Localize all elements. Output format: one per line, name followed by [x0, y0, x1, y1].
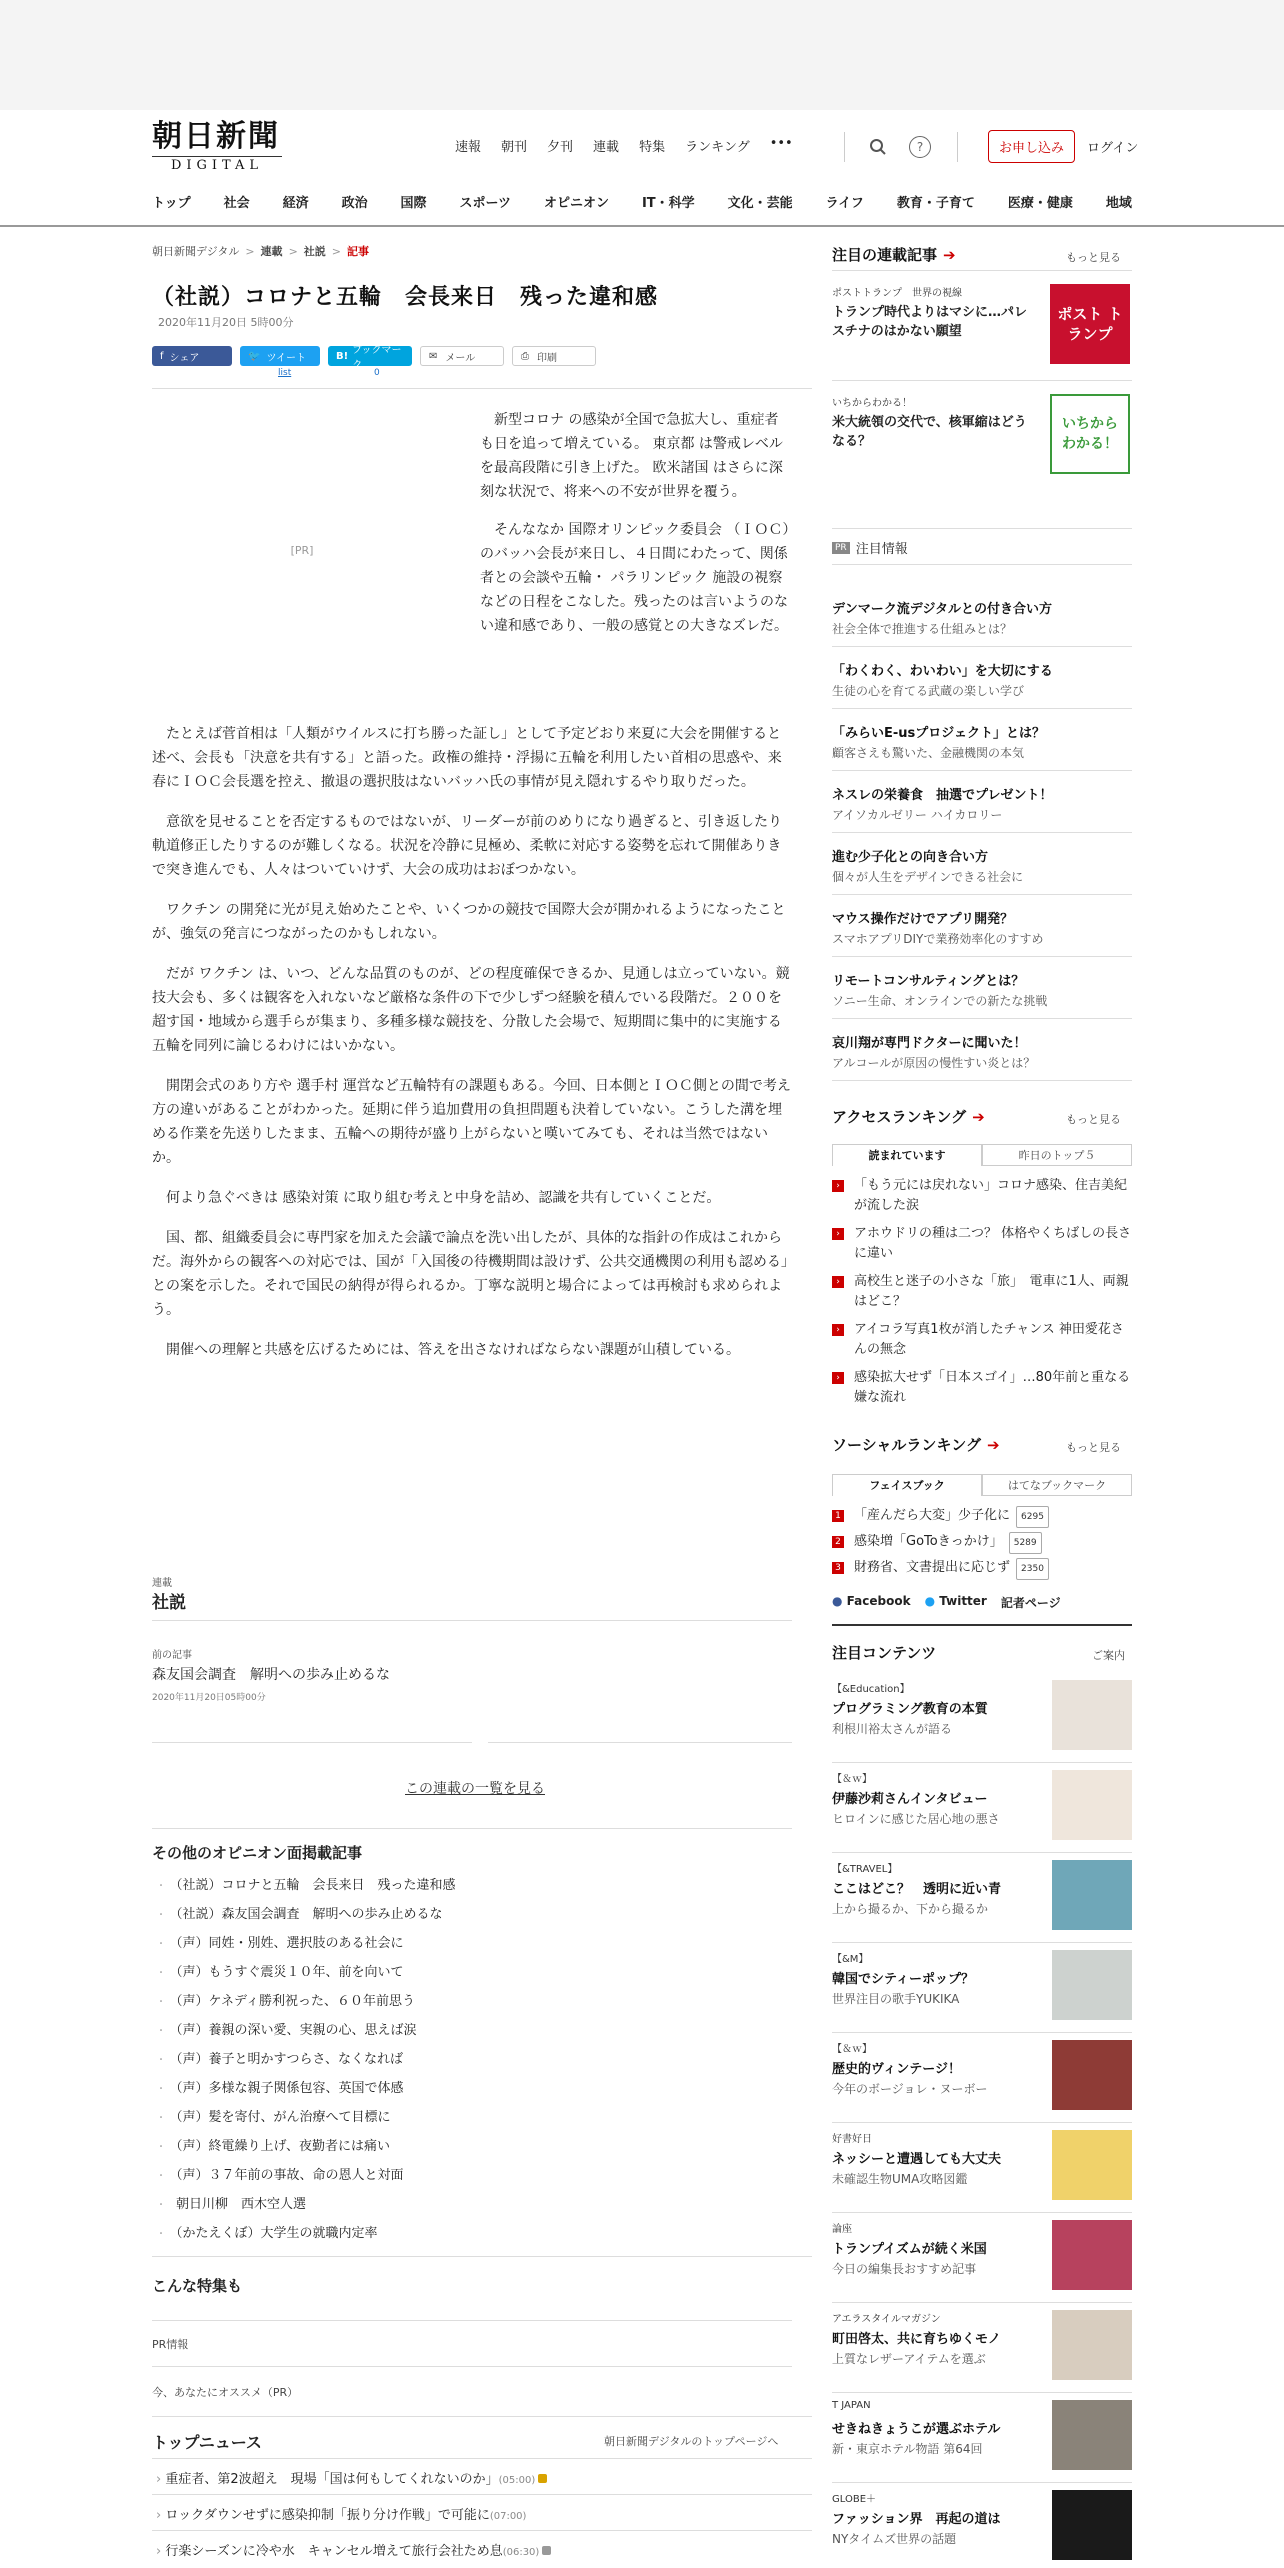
contents-heading [832, 1642, 1132, 1663]
content-subtitle: ヒロインに感じた居心地の悪さ [832, 1812, 1000, 1826]
site-logo[interactable] [152, 120, 282, 173]
tab-yesterday-top5[interactable]: 昨日のトップ５ [982, 1144, 1132, 1166]
divider [152, 1742, 472, 1743]
divider [152, 2256, 812, 2257]
content-title: トランプイズムが続く米国 [832, 2242, 987, 2257]
content-title: 歴史的ヴィンテージ！ [832, 2062, 961, 2077]
social-tabs [832, 1474, 1132, 1496]
arrow-right-icon: ➔ [943, 245, 956, 264]
divider [832, 564, 1132, 565]
attention-item[interactable] [832, 660, 1132, 699]
news-time: (07:00) [489, 2511, 527, 2522]
body-paragraph: 何より急ぐべきは 感染対策 に取り組む考えと中身を詰め、認識を共有していくことだ。 [166, 1190, 721, 1206]
cat-life[interactable]: ライフ [825, 196, 864, 211]
content-tag: 【＆ｗ】 [832, 2044, 872, 2055]
list-item[interactable]: ・ （社説）森友国会調査 解明への歩み止めるな [156, 1901, 456, 1930]
article-title: （社説）コロナと五輪 会長来日 残った違和感 [152, 285, 659, 310]
divider [488, 1742, 792, 1743]
heading-text: 注目コンテンツ [832, 1644, 937, 1662]
attention-item[interactable] [832, 970, 1132, 1009]
attention-item[interactable] [832, 722, 1132, 761]
news-time: (06:30) [502, 2547, 540, 2558]
ranking-item[interactable] [832, 1368, 1132, 1408]
list-item[interactable]: ・ 朝日川柳 西木空人選 [156, 2191, 456, 2220]
content-title: 韓国でシティーポップ？ [832, 1972, 974, 1987]
divider [152, 388, 812, 389]
search-icon[interactable] [869, 138, 887, 156]
featured-tag: ポストトランプ 世界の視線 [832, 288, 962, 299]
body-paragraph: ワクチン の開発に光が見え始めたことや、いくつかの競技で国際大会が開かれるようになったことが、強気の発言につながったのかもしれない。 [152, 902, 786, 942]
top-ad-band [0, 0, 1284, 110]
divider [832, 708, 1132, 709]
attention-title: ネスレの栄養食 抽選でプレゼント！ [832, 788, 1053, 803]
series-name[interactable]: 社説 [152, 1593, 186, 1613]
attention-item[interactable] [832, 1032, 1132, 1071]
content-title: せきねきょうこが選ぶホテル [832, 2422, 1001, 2437]
nav-ranking[interactable]: ランキング [685, 140, 750, 155]
top-news-item[interactable]: › 重症者、第2波超え 現場「国は何もしてくれないのか」(05:00) [156, 2468, 547, 2487]
divider [832, 2122, 1132, 2123]
share-count: 2350 [1016, 1558, 1049, 1580]
content-title: ネッシーと遭遇しても大丈夫 [832, 2152, 1002, 2167]
content-tag: T JAPAN [832, 2400, 871, 2411]
content-subtitle: 今年のボージョレ・ヌーボー [832, 2082, 988, 2096]
content-thumbnail [1052, 2400, 1132, 2470]
help-icon[interactable]: ? [909, 136, 931, 158]
crumb-editorial[interactable]: 社説 [303, 245, 326, 258]
features-heading: こんな特集も [152, 2277, 243, 2295]
rank-number: 3 [832, 1562, 844, 1574]
news-title: 重症者、第2波超え 現場「国は何もしてくれないのか」 [165, 2472, 499, 2487]
attention-subtitle: アイソカルゼリー ハイカロリー [832, 808, 1003, 822]
featured-title: トランプ時代よりはマシに…パレスチナのはかない願望 [832, 305, 1028, 339]
attention-item[interactable] [832, 598, 1132, 637]
divider [832, 2482, 1132, 2483]
attention-title: 「みらいE-usプロジェクト」とは？ [832, 726, 1046, 741]
divider [957, 132, 958, 162]
category-nav [152, 192, 1132, 211]
body-paragraph: 開閉会式のあり方や 選手村 運営など五輪特有の課題もある。今回、日本側とＩＯＣ側との間で考え方の違いがあることがわかった。延期に伴う追加費用の負担問題も決着していない。こうした溝を埋める作業を先送りしたまま、五輪への期待が盛り上がらないと嘆いてみても、それは当然ではないか。 [152, 1078, 791, 1166]
list-item[interactable]: ・ （声）終電繰り上げ、夜勤者には痛い [156, 2133, 456, 2162]
divider [152, 1828, 792, 1829]
attention-title: リモートコンサルティングとは？ [832, 974, 1025, 989]
divider [832, 1018, 1132, 1019]
cat-culture[interactable]: 文化・芸能 [727, 196, 793, 211]
content-thumbnail [1052, 2310, 1132, 2380]
content-subtitle: 利根川裕太さんが語る [832, 1722, 953, 1736]
list-item[interactable]: ・ （声）髪を寄付、がん治療へて目標に [156, 2104, 456, 2133]
nav-choukan[interactable]: 朝刊 [501, 140, 528, 155]
top-news-item[interactable]: › ロックダウンせずに感染抑制「振り分け作戦」で可能に(07:00) [156, 2508, 527, 2523]
nav-more[interactable]: ••• [769, 136, 793, 151]
cat-international[interactable]: 国際 [400, 196, 427, 211]
divider [832, 2392, 1132, 2393]
share-count: 6295 [1016, 1506, 1049, 1528]
cat-opinion[interactable]: オピニオン [543, 196, 609, 211]
tab-hatena[interactable]: はてなブックマーク [982, 1474, 1132, 1496]
content-title: ファッション界 再起の道は [832, 2512, 1001, 2527]
divider [832, 956, 1132, 957]
list-item[interactable]: ・ （声）３７年前の事故、命の恩人と対面 [156, 2162, 456, 2191]
facebook-icon: f [160, 350, 164, 362]
content-subtitle: 未確認生物UMA攻略図鑑 [832, 2172, 968, 2186]
divider [832, 770, 1132, 771]
pr-label: [PR] [290, 543, 314, 557]
list-item[interactable]: ・ （声）ケネディ勝利祝った、６０年前思う [156, 1988, 456, 2017]
divider [832, 1624, 1132, 1626]
apply-button[interactable]: お申し込み [988, 130, 1075, 163]
facebook-link[interactable] [832, 1594, 911, 1611]
divider [832, 832, 1132, 833]
featured-item[interactable] [832, 394, 1032, 451]
arrow-right-icon: ➔ [986, 1435, 1000, 1454]
divider [832, 380, 1132, 381]
heading-text: 注目情報 [855, 542, 908, 557]
article-date: 2020年11月20日 5時00分 [158, 316, 294, 329]
content-title: 町田啓太、共に育ちゆくモノ [832, 2332, 1001, 2347]
tweet-count[interactable]: list [278, 368, 292, 378]
lock-icon [538, 2474, 547, 2483]
crumb-series[interactable]: 連載 [260, 245, 283, 258]
ranking-title: 感染拡大せず「日本スゴイ」…80年前と重なる嫌な流れ [854, 1370, 1131, 1405]
content-tag: GLOBE＋ [832, 2494, 877, 2505]
featured-item[interactable] [832, 284, 1032, 341]
logo-english: DIGITAL [152, 156, 282, 173]
divider [152, 2458, 812, 2459]
other-opinion-list [156, 1872, 456, 2249]
ranking-title: 感染増「GoToきっかけ」 [854, 1534, 1003, 1549]
prev-article-date: 2020年11月20日05時00分 [152, 1693, 266, 1703]
cat-society[interactable]: 社会 [223, 196, 250, 211]
attention-title: マウス操作だけでアプリ開発？ [832, 912, 1014, 927]
news-title: 行楽シーズンに冷や水 キャンセル増えて旅行会社ため息 [165, 2544, 503, 2559]
content-tag: 【＆ｗ】 [832, 1774, 872, 1785]
ranking-item[interactable] [832, 1320, 1132, 1360]
content-item[interactable] [832, 1950, 1132, 2030]
facebook-icon: ● [832, 1594, 843, 1608]
content-title: 伊藤沙莉さんインタビュー [832, 1792, 988, 1807]
content-subtitle: 上から撮るか、下から撮るか [832, 1902, 989, 1916]
heading-text: アクセスランキング [832, 1108, 967, 1126]
content-item[interactable] [832, 2220, 1132, 2300]
nav-yuukan[interactable]: 夕刊 [547, 140, 574, 155]
nav-tokushu[interactable]: 特集 [639, 140, 666, 155]
prev-article-label: 前の記事 [152, 1650, 192, 1661]
body-paragraph: 開催への理解と共感を広げるためには、答えを出さなければならない課題が山積している。 [166, 1342, 740, 1358]
crumb-current: 記事 [347, 245, 369, 258]
content-thumbnail [1052, 2040, 1132, 2110]
other-opinion-heading: その他のオピニオン面掲載記事 [152, 1844, 363, 1862]
tab-most-read[interactable]: 読まれています [832, 1144, 982, 1166]
divider [152, 1620, 792, 1621]
content-item[interactable] [832, 2490, 1132, 2568]
divider [832, 1762, 1132, 1763]
attention-item[interactable] [832, 784, 1132, 823]
list-item[interactable]: ・ （声）養親の深い愛、実親の心、思えば涙 [156, 2017, 456, 2046]
tweet-label: ツイート [266, 352, 306, 364]
content-thumbnail [1052, 2490, 1132, 2560]
attention-subtitle: アルコールが原因の慢性すい炎とは？ [832, 1056, 1036, 1070]
content-thumbnail [1052, 1680, 1132, 1750]
nav-rensai[interactable]: 連載 [593, 140, 620, 155]
cat-it-science[interactable]: IT・科学 [641, 196, 695, 211]
content-thumbnail [1052, 2220, 1132, 2290]
thumbnail-text: ポスト トランプ [1057, 305, 1123, 343]
news-title: ロックダウンせずに感染抑制「振り分け作戦」で可能に [165, 2508, 490, 2523]
attention-title: デンマーク流デジタルとの付き合い方 [832, 602, 1052, 617]
cat-region[interactable]: 地域 [1105, 196, 1132, 211]
rank-marker-icon: › [832, 1180, 844, 1192]
divider [152, 2366, 792, 2367]
pr-badge: PR [832, 542, 850, 554]
divider [832, 1942, 1132, 1943]
crumb-home[interactable]: 朝日新聞デジタル [152, 245, 240, 258]
lock-icon [542, 2546, 551, 2555]
header-icons [830, 130, 1138, 163]
content-item[interactable] [832, 2310, 1132, 2390]
link-text: Twitter [939, 1594, 987, 1608]
divider [152, 2416, 812, 2417]
content-tag: 【&Education】 [832, 1684, 910, 1695]
content-subtitle: NYタイムズ世界の話題 [832, 2532, 957, 2546]
content-tag: 【&TRAVEL】 [832, 1864, 898, 1875]
link-text: Facebook [846, 1594, 911, 1608]
ranking-title: アイコラ写真1枚が消したチャンス 神田愛花さんの無念 [854, 1322, 1124, 1357]
bookmark-label: ブックマーク [352, 345, 402, 371]
ichikara-thumbnail[interactable] [1050, 394, 1130, 474]
mail-button[interactable] [420, 346, 504, 366]
attention-subtitle: 顧客さえも驚いた、金融機関の本気 [832, 746, 1025, 760]
breadcrumb: 朝日新聞デジタル > 連載 > 社説 > 記事 [152, 245, 369, 258]
list-item[interactable]: ・ （声）もうすぐ震災１０年、前を向いて [156, 1959, 456, 1988]
body-paragraph: だが ワクチン は、いつ、どんな品質のものが、どの程度確保できるか、見通しは立っていない。競技大会も、多くは観客を入れないなど厳格な条件の下で少しずつ経験を積んでいる段階だ。２００を超す国・地域から選手らが集まり、多種多様な競技を、分散した会場で、短期間に集中的に実施する五輪を同列に論じるわけにはいかない。 [152, 966, 790, 1054]
attention-subtitle: スマホアプリDIYで業務効率化のすすめ [832, 932, 1044, 946]
share-label: シェア [169, 352, 200, 364]
mail-label: メール [445, 352, 476, 364]
lead-paragraph: そんななか 国際オリンピック委員会 （ＩＯＣ）のバッハ会長が来日し、４日間にわたって、関係者との会談や五輪・ パラリンピック 施設の視察などの日程をこなした。残ったのは言いようのない違和感であり、一般の感覚との大きなズレだ。 [480, 522, 790, 634]
hatena-bookmark-button[interactable] [328, 345, 412, 371]
divider [152, 2320, 792, 2321]
tab-facebook[interactable]: フェイスブック [832, 1474, 982, 1496]
nav-sokuhou[interactable]: 速報 [455, 140, 482, 155]
access-tabs [832, 1144, 1132, 1166]
tweet-button[interactable] [240, 346, 320, 366]
ranking-title: 高校生と迷子の小さな「旅」 電車に1人、両親はどこ？ [854, 1274, 1129, 1309]
list-item[interactable]: ・ （かたえくぼ）大学生の就職内定率 [156, 2220, 456, 2249]
divider [844, 132, 845, 162]
content-thumbnail [1052, 1950, 1132, 2020]
attention-title: 哀川翔が専門ドクターに聞いた！ [832, 1036, 1027, 1051]
ranking-title: 「もう元には戻れない」コロナ感染、住吉美紀が流した涙 [854, 1178, 1128, 1213]
prev-article-title[interactable]: 森友国会調査 解明への歩み止めるな [152, 1667, 390, 1683]
list-item[interactable]: ・ （声）養子と明かすつらさ、なくなれば [156, 2046, 456, 2075]
rank-number: 2 [832, 1536, 844, 1548]
arrow-right-icon: ➔ [972, 1107, 985, 1126]
more-link[interactable]: もっと見る [1066, 1441, 1121, 1454]
cat-sports[interactable]: スポーツ [459, 196, 512, 211]
share-bar [152, 345, 596, 371]
content-item[interactable] [832, 2040, 1132, 2120]
rank-number: 1 [832, 1510, 844, 1522]
cat-top[interactable]: トップ [152, 196, 191, 211]
divider [832, 2032, 1132, 2033]
twitter-icon: 🐦 [248, 350, 261, 362]
thumbnail-text: いちから わかる！ [1062, 416, 1118, 452]
ranking-item[interactable] [832, 1224, 1132, 1264]
article-lead [480, 408, 792, 652]
social-ranking-item[interactable] [832, 1506, 1132, 1528]
divider [832, 2212, 1132, 2213]
cat-politics[interactable]: 政治 [341, 196, 368, 211]
mail-icon: ✉ [429, 350, 438, 362]
top-news-heading: トップニュース [152, 2433, 262, 2452]
content-item[interactable] [832, 2130, 1132, 2210]
featured-title: 米大統領の交代で、核軍縮はどうなる？ [832, 415, 1027, 449]
rank-marker-icon: › [832, 1324, 844, 1336]
print-label: 印刷 [537, 352, 557, 364]
content-item[interactable] [832, 1860, 1132, 1940]
heading-text: 注目の連載記事 [832, 246, 938, 264]
content-thumbnail [1052, 1860, 1132, 1930]
body-paragraph: 意欲を見せることを否定するものではないが、リーダーが前のめりになり過ぎると、引き返したり軌道修正したりするのが難しくなる。状況を冷静に見極め、柔軟に対応する姿勢を忘れて開催ありきで突き進んでも、人々はついていけず、大会の成功はおぼつかない。 [152, 814, 782, 878]
content-tag: 好書好日 [832, 2134, 872, 2145]
content-tag: 【&M】 [832, 1954, 869, 1965]
ranking-item[interactable] [832, 1272, 1132, 1312]
content-thumbnail [1052, 2130, 1132, 2200]
post-trump-thumbnail[interactable] [1050, 284, 1130, 364]
top-page-link[interactable]: 朝日新聞デジタルのトップページへ [604, 2435, 779, 2448]
attention-title: 「わくわく、わいわい」を大切にする [832, 664, 1053, 679]
pr-info-label: PR情報 [152, 2338, 189, 2351]
content-subtitle: 今日の編集長おすすめ記事 [832, 2262, 977, 2276]
divider [832, 270, 1132, 271]
cat-education[interactable]: 教育・子育て [896, 196, 975, 211]
divider [832, 1852, 1132, 1853]
bookmark-count[interactable]: 0 [374, 368, 380, 378]
social-ranking-item[interactable] [832, 1558, 1132, 1580]
attention-subtitle: 生徒の心を育てる武蔵の楽しい学び [832, 684, 1025, 698]
list-item[interactable]: ・ （社説）コロナと五輪 会長来日 残った違和感 [156, 1872, 456, 1901]
featured-tag: いちからわかる！ [832, 398, 912, 409]
series-label: 連載 [152, 1578, 172, 1589]
share-count: 5289 [1009, 1532, 1042, 1554]
see-series-list-link[interactable]: この連載の一覧を見る [405, 1781, 545, 1797]
nav-divider [0, 225, 1284, 227]
cat-economy[interactable]: 経済 [282, 196, 309, 211]
ranking-title: 「産んだら大変」少子化に [854, 1508, 1011, 1523]
twitter-icon: ● [924, 1594, 936, 1608]
top-news-item[interactable]: › 行楽シーズンに冷や水 キャンセル増えて旅行会社ため息(06:30) [156, 2540, 551, 2559]
attention-subtitle: 個々が人生をデザインできる社会に [832, 870, 1024, 884]
guide-link[interactable]: ご案内 [1092, 1649, 1125, 1662]
rank-marker-icon: › [832, 1372, 844, 1384]
ranking-item[interactable] [832, 1176, 1132, 1216]
social-ranking-item[interactable] [832, 1532, 1132, 1554]
facebook-share-button[interactable] [152, 346, 232, 366]
content-item[interactable] [832, 1770, 1132, 1850]
print-button[interactable] [512, 346, 596, 366]
divider [832, 528, 1132, 529]
ranking-title: アホウドリの種は二つ？ 体格やくちばしの長さに違い [854, 1226, 1132, 1261]
content-subtitle: 新・東京ホテル物語 第64回 [832, 2442, 983, 2456]
twitter-link[interactable] [925, 1594, 987, 1611]
content-subtitle: 上質なレザーアイテムを選ぶ [832, 2352, 986, 2366]
divider [832, 1080, 1132, 1081]
pr-ad-slot [152, 400, 452, 700]
list-item[interactable]: ・ （声）同姓・別姓、選択肢のある社会に [156, 1930, 456, 1959]
content-title: ここはどこ？ 透明に近い青 [832, 1882, 1002, 1897]
rank-marker-icon: › [832, 1276, 844, 1288]
content-tag: 論座 [832, 2224, 852, 2235]
cat-health[interactable]: 医療・健康 [1007, 196, 1073, 211]
article-body [152, 722, 792, 1378]
attention-item[interactable] [832, 846, 1132, 885]
attention-heading [832, 538, 1132, 557]
heading-text: ソーシャルランキング [832, 1436, 981, 1454]
ranking-title: 財務省、文書提出に応じず [854, 1560, 1011, 1575]
more-link[interactable]: もっと見る [1066, 1113, 1121, 1126]
content-item[interactable] [832, 1680, 1132, 1760]
divider [152, 2530, 812, 2531]
more-link[interactable]: もっと見る [1066, 251, 1121, 264]
lead-paragraph: 新型コロナ の感染が全国で急拡大し、重症者も日を追って増えている。 東京都 は警戒レベルを最高段階に引き上げた。 欧米諸国 はさらに深刻な状況で、将来への不安が世界を覆う。 [480, 412, 783, 500]
content-title: プログラミング教育の本質 [832, 1702, 988, 1717]
header-nav [455, 136, 813, 155]
print-icon: ⎙ [521, 350, 529, 362]
content-tag: アエラスタイルマガジン [832, 2314, 941, 2325]
divider [832, 2302, 1132, 2303]
attention-item[interactable] [832, 908, 1132, 947]
divider [832, 646, 1132, 647]
body-paragraph: たとえば菅首相は「人類がウイルスに打ち勝った証し」として予定どおり来夏に大会を開催すると述べ、会長も「決意を共有する」と語った。政権の維持・浮揚に五輪を利用したい首相の思惑や、来春にＩＯＣ会長選を控え、撤退の選択肢はないバッハ氏の事情が見え隠れするやり取りだった。 [152, 726, 782, 790]
divider [832, 894, 1132, 895]
body-paragraph: 国、都、組織委員会に専門家を加えた会議で論点を洗い出したが、具体的な指針の作成はこれからだ。海外からの観客への対応では、国が「入国後の待機期間は設けず、公共交通機関の利用も認める」との案を示した。それで国民の納得が得られるか。丁寧な説明と場合によっては再検討も求められよう。 [152, 1230, 788, 1318]
hatena-icon: B! [336, 350, 349, 362]
content-subtitle: 世界注目の歌手YUKIKA [832, 1992, 960, 2006]
logo-japanese: 朝日新聞 [152, 119, 280, 154]
social-links [832, 1594, 1132, 1611]
attention-title: 進む少子化との向き合い方 [832, 850, 989, 865]
recommend-label: 今、あなたにオススメ（PR） [152, 2386, 299, 2399]
list-item[interactable]: ・ （声）多様な親子関係包容、英国で体感 [156, 2075, 456, 2104]
reporter-page-link[interactable]: 記者ページ [1000, 1596, 1061, 1610]
attention-subtitle: 社会全体で推進する仕組みとは？ [832, 622, 1013, 636]
attention-subtitle: ソニー生命、オンラインでの新たな挑戦 [832, 994, 1048, 1008]
divider [152, 2494, 812, 2495]
login-link[interactable]: ログイン [1087, 141, 1139, 156]
content-thumbnail [1052, 1770, 1132, 1840]
rank-marker-icon: › [832, 1228, 844, 1240]
news-time: (05:00) [498, 2475, 536, 2486]
content-item[interactable] [832, 2400, 1132, 2480]
